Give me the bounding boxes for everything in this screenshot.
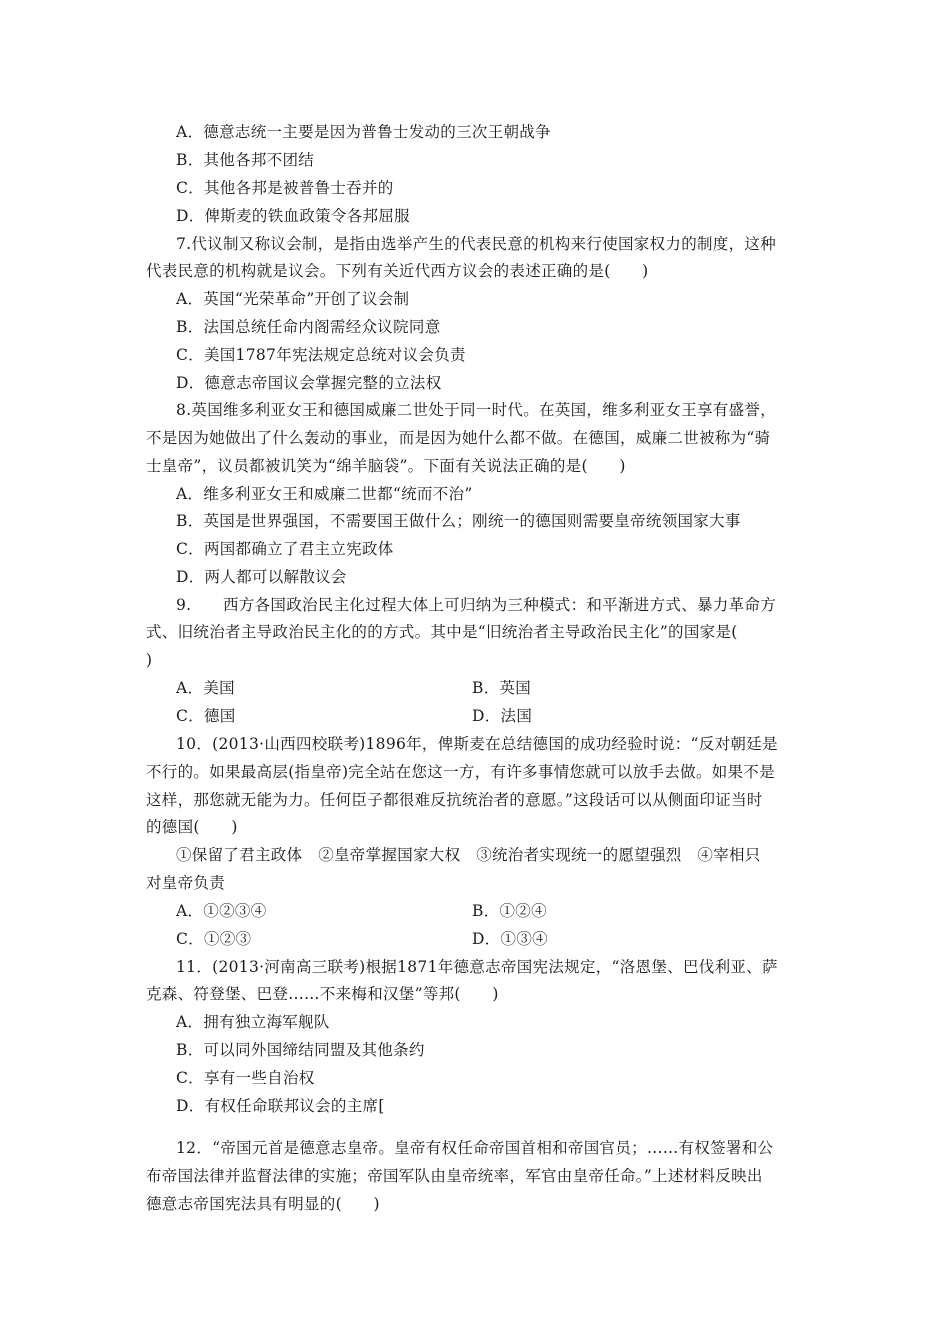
- q12-stem-line-2: 布帝国法律并监督法律的实施；帝国军队由皇帝统率，军官由皇帝任命。”上述材料反映出: [146, 1167, 763, 1185]
- q7-option-c[interactable]: C．美国1787年宪法规定总统对议会负责: [176, 346, 466, 364]
- q6-option-b[interactable]: B．其他各邦不团结: [176, 151, 315, 169]
- q10-items-line-1: ①保留了君主政体 ②皇帝掌握国家大权 ③统治者实现统一的愿望强烈 ④宰相只: [176, 846, 761, 864]
- q11-stem-line-2: 克森、符登堡、巴登……不来梅和汉堡”等邦( ): [146, 985, 499, 1003]
- q11-option-a[interactable]: A．拥有独立海军舰队: [176, 1013, 330, 1031]
- q9-stem-line-1: 9. 西方各国政治民主化过程大体上可归纳为三种模式：和平渐进方式、暴力革命方: [176, 596, 776, 614]
- q7-stem-line-2: 代表民意的机构就是议会。下列有关近代西方议会的表述正确的是( ): [146, 262, 649, 280]
- q12-stem-line-1: 12．“帝国元首是德意志皇帝。皇帝有权任命帝国首相和帝国官员；……有权签署和公: [176, 1139, 774, 1157]
- q7-stem-line-1: 7.代议制又称议会制，是指由选举产生的代表民意的机构来行使国家权力的制度，这种: [176, 235, 776, 253]
- q8-stem-line-2: 不是因为她做出了什么轰动的事业，而是因为她什么都不做。在德国，威廉二世被称为“骑: [146, 429, 771, 447]
- q8-stem-line-3: 士皇帝”，议员都被讥笑为“绵羊脑袋”。下面有关说法正确的是( ): [146, 457, 626, 475]
- q8-option-d[interactable]: D．两人都可以解散议会: [176, 568, 347, 586]
- q10-option-b[interactable]: B．①②④: [472, 902, 547, 920]
- q7-option-a[interactable]: A．英国“光荣革命”开创了议会制: [176, 290, 410, 308]
- q11-option-d[interactable]: D．有权任命联邦议会的主席[: [176, 1097, 385, 1115]
- q8-option-a[interactable]: A．维多利亚女王和威廉二世都“统而不治”: [176, 485, 473, 503]
- q9-option-d[interactable]: D．法国: [472, 707, 533, 725]
- q9-stem-line-3: ): [146, 651, 153, 669]
- q9-stem-line-2: 式、旧统治者主导政治民主化的的方式。其中是“旧统治者主导政治民主化”的国家是(: [146, 623, 738, 641]
- q10-stem-line-3: 这样，那您就无能为力。任何臣子都很难反抗统治者的意愿。”这段话可以从侧面印证当时: [146, 791, 763, 809]
- q10-stem-line-1: 10．(2013·山西四校联考)1896年，俾斯麦在总结德国的成功经验时说：“反对朝廷是: [176, 735, 778, 753]
- q10-option-d[interactable]: D．①③④: [472, 930, 548, 948]
- q7-option-d[interactable]: D．德意志帝国议会掌握完整的立法权: [176, 374, 442, 392]
- q11-option-b[interactable]: B．可以同外国缔结同盟及其他条约: [176, 1041, 425, 1059]
- q9-option-c[interactable]: C．德国: [176, 707, 236, 725]
- q6-option-a[interactable]: A．德意志统一主要是因为普鲁士发动的三次王朝战争: [176, 123, 551, 141]
- q11-option-c[interactable]: C．享有一些自治权: [176, 1069, 315, 1087]
- q8-option-c[interactable]: C．两国都确立了君主立宪政体: [176, 540, 394, 558]
- q12-stem-line-3: 德意志帝国宪法具有明显的( ): [146, 1195, 380, 1213]
- q7-option-b[interactable]: B．法国总统任命内阁需经众议院同意: [176, 318, 441, 336]
- q8-option-b[interactable]: B．英国是世界强国，不需要国王做什么；刚统一的德国则需要皇帝统领国家大事: [176, 512, 741, 530]
- q6-option-c[interactable]: C．其他各邦是被普鲁士吞并的: [176, 179, 394, 197]
- q10-items-line-2: 对皇帝负责: [146, 874, 226, 892]
- q6-option-d[interactable]: D．俾斯麦的铁血政策令各邦屈服: [176, 207, 410, 225]
- q10-stem-line-2: 不行的。如果最高层(指皇帝)完全站在您这一方，有许多事情您就可以放手去做。如果不是: [146, 763, 775, 781]
- q11-stem-line-1: 11．(2013·河南高三联考)根据1871年德意志帝国宪法规定，“洛恩堡、巴伐利亚、萨: [176, 958, 778, 976]
- q10-option-a[interactable]: A．①②③④: [176, 902, 267, 920]
- q9-option-b[interactable]: B．英国: [472, 679, 532, 697]
- q10-option-c[interactable]: C．①②③: [176, 930, 252, 948]
- q9-option-a[interactable]: A．美国: [176, 679, 235, 697]
- q10-stem-line-4: 的德国( ): [146, 818, 238, 836]
- q8-stem-line-1: 8.英国维多利亚女王和德国威廉二世处于同一时代。在英国，维多利亚女王享有盛誉，: [176, 401, 776, 419]
